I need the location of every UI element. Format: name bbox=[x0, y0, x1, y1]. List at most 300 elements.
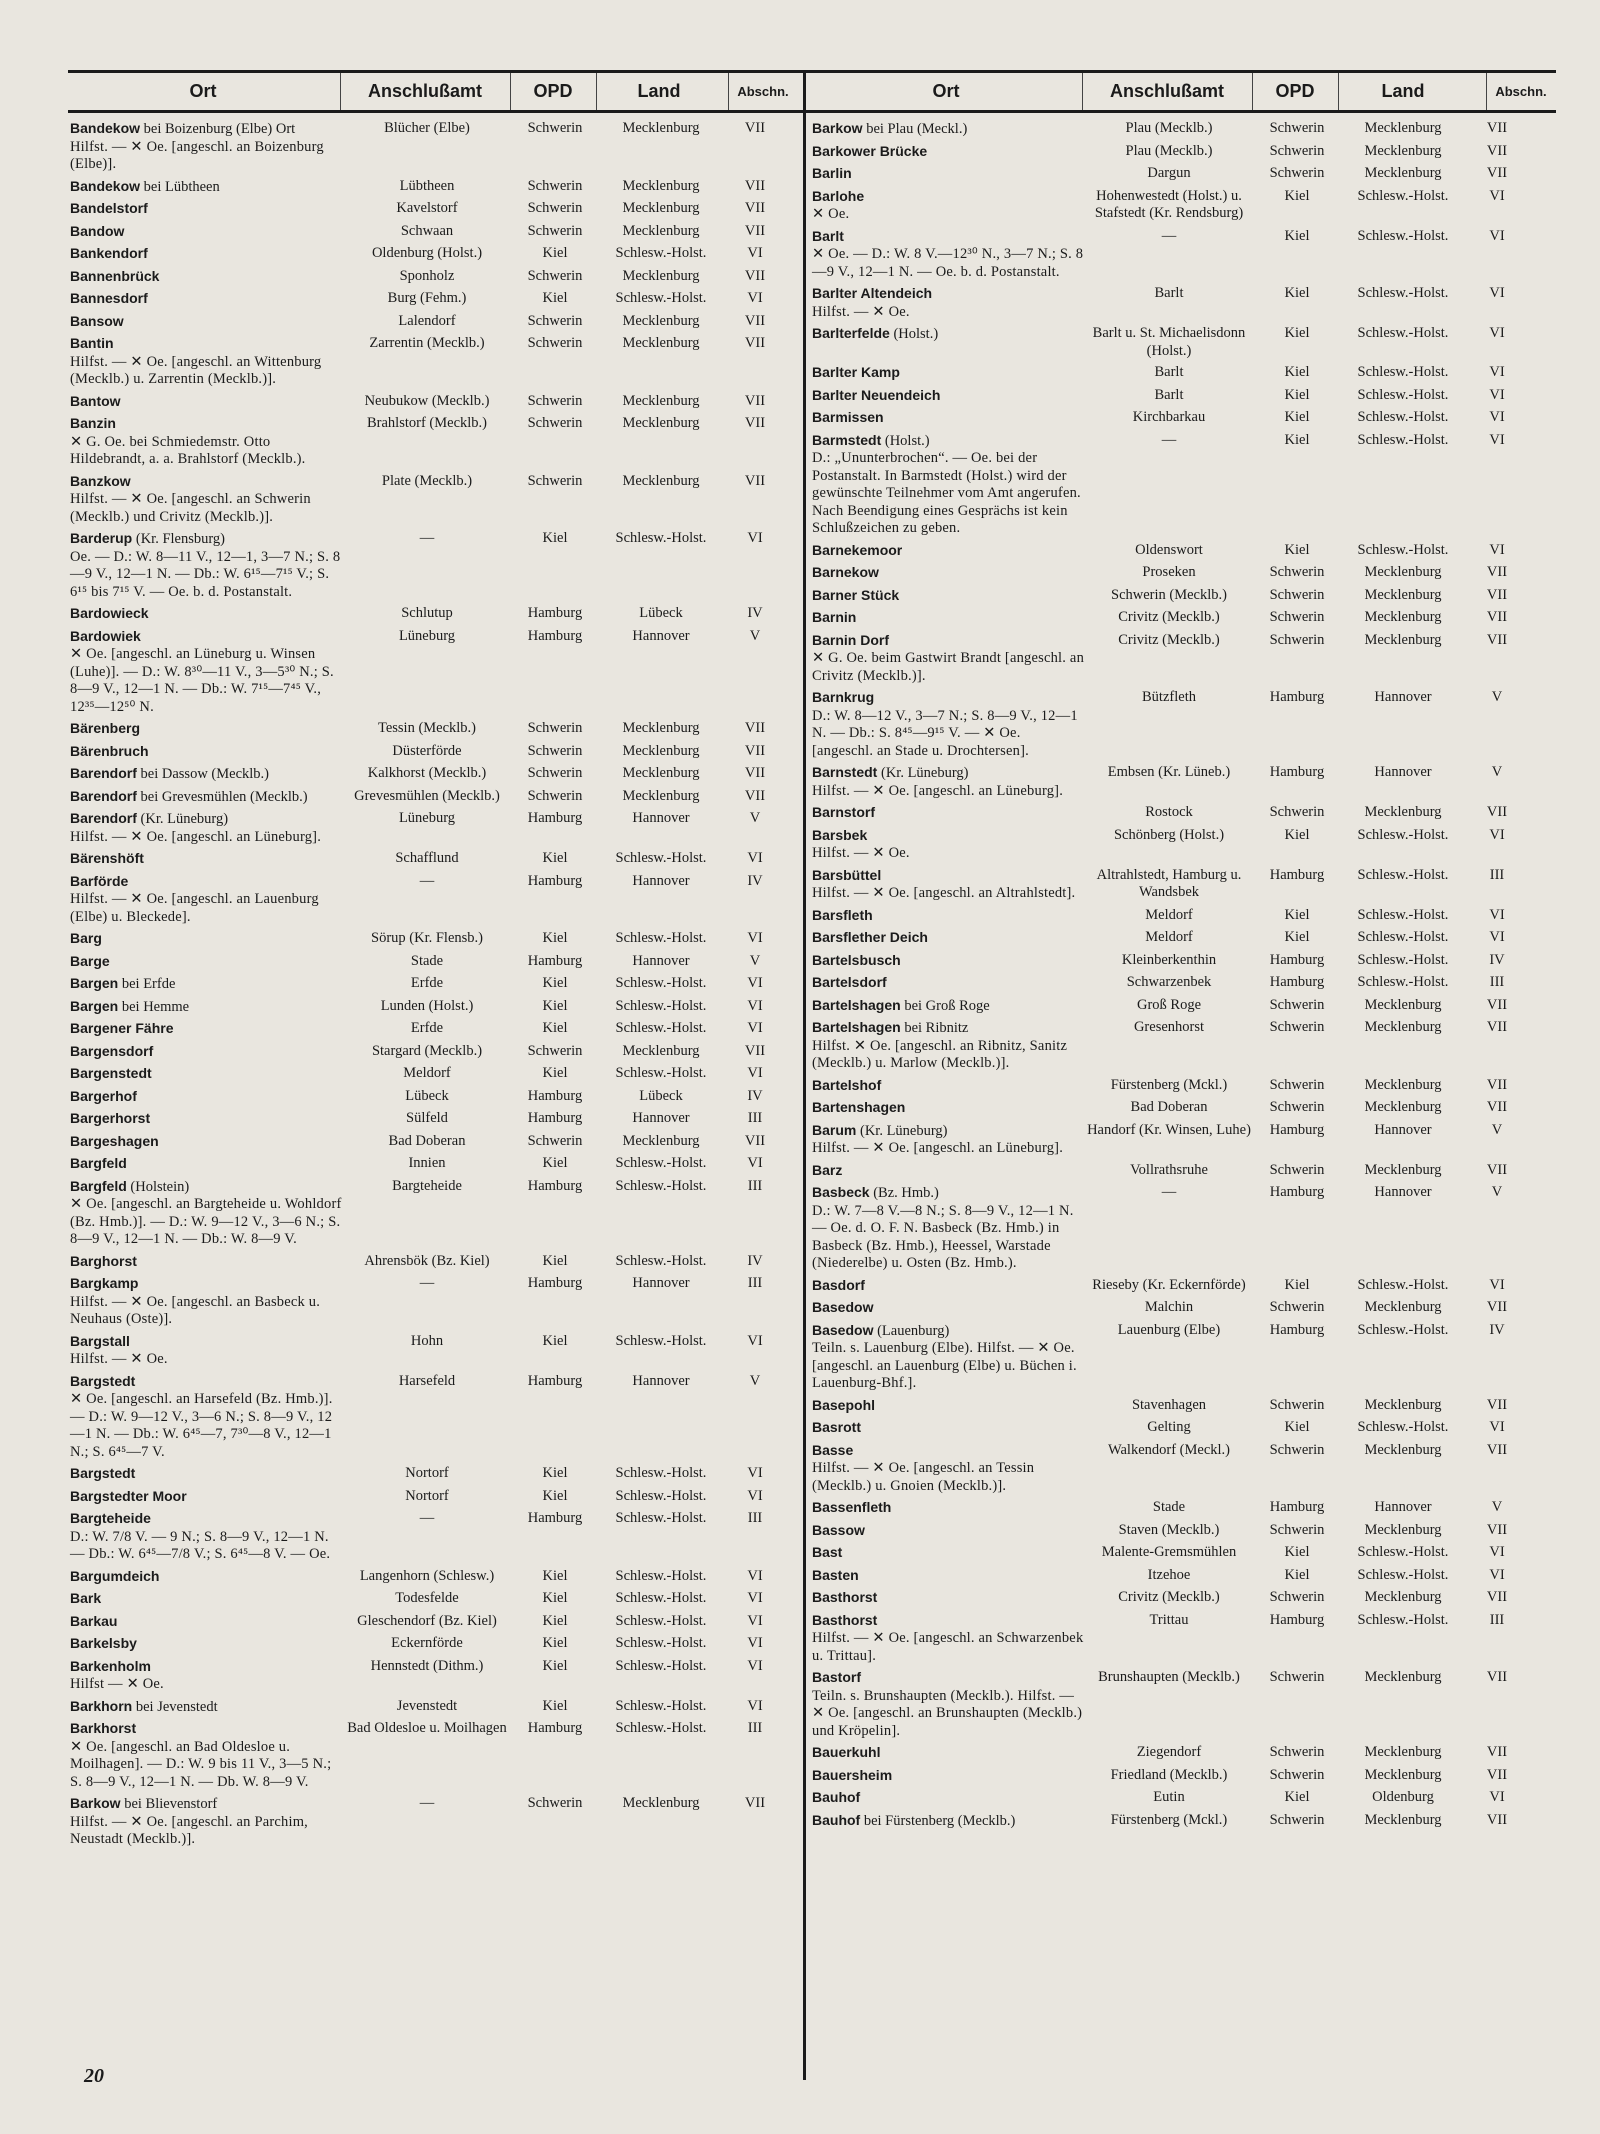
entry-land: Hannover bbox=[1374, 764, 1432, 780]
entry-anschlussamt: Lübeck bbox=[405, 1087, 449, 1104]
entry-opd: Hamburg bbox=[527, 810, 583, 826]
header-ort-right: Ort bbox=[932, 81, 960, 101]
entry-anschlussamt: Brahlstorf (Mecklb.) bbox=[367, 415, 487, 431]
place-name: Barkow bbox=[70, 1795, 121, 1811]
entry-land: Mecklenburg bbox=[622, 1042, 700, 1059]
entry-abschnitt: III bbox=[747, 1720, 763, 1736]
entry-ort bbox=[810, 907, 1084, 926]
entry-abschnitt: VII bbox=[744, 1795, 766, 1811]
entry-ort bbox=[810, 1612, 1084, 1666]
entry-ort bbox=[68, 743, 342, 762]
entry-abschnitt: VI bbox=[1489, 364, 1505, 380]
directory-entry bbox=[810, 285, 1540, 321]
entry-ort bbox=[68, 810, 342, 846]
place-name: Bargumdeich bbox=[70, 1567, 160, 1584]
entry-anschlussamt: Stavenhagen bbox=[1131, 1396, 1207, 1413]
entry-abschnitt: VI bbox=[1489, 1789, 1505, 1805]
entry-anschlussamt: Trittau bbox=[1149, 1611, 1189, 1628]
entry-ort bbox=[810, 929, 1084, 948]
entry-abschnitt: VI bbox=[747, 997, 763, 1014]
entry-anschlussamt: Friedland (Mecklb.) bbox=[1110, 1766, 1228, 1783]
place-name: Barsbüttel bbox=[812, 866, 882, 883]
entry-land: Mecklenburg bbox=[622, 392, 700, 409]
entry-ort bbox=[810, 1812, 1084, 1831]
place-name: Bartelshagen bbox=[812, 1019, 901, 1035]
entry-opd: Hamburg bbox=[1269, 1321, 1325, 1338]
place-extra: (Lauenburg) bbox=[877, 1322, 950, 1339]
entry-abschnitt: VI bbox=[747, 1590, 763, 1606]
page-number: 20 bbox=[84, 2065, 104, 2087]
entry-opd: Kiel bbox=[542, 245, 568, 261]
entry-opd: Kiel bbox=[542, 1657, 568, 1674]
entry-ort bbox=[68, 1253, 342, 1272]
entry-land: Mecklenburg bbox=[622, 787, 700, 804]
entry-abschnitt: VI bbox=[1489, 285, 1505, 301]
entry-anschlussamt: Tessin (Mecklb.) bbox=[377, 720, 477, 736]
entry-ort bbox=[810, 120, 1084, 139]
place-name: Bandelstorf bbox=[70, 200, 148, 216]
directory-entry bbox=[68, 1155, 798, 1174]
entry-land: Schlesw.-Holst. bbox=[615, 1657, 707, 1674]
entry-land: Hannover bbox=[632, 1372, 690, 1389]
header-anschlussamt-left: Anschlußamt bbox=[367, 81, 482, 101]
entry-land: Mecklenburg bbox=[1364, 165, 1442, 181]
place-detail: ✕ G. Oe. beim Gastwirt Brandt [angeschl. an Crivitz (Mecklb.)]. bbox=[812, 650, 1085, 684]
entry-ort bbox=[68, 1275, 342, 1329]
directory-entry bbox=[68, 1043, 798, 1062]
place-detail: Hilfst. — ✕ Oe. [angeschl. an Lüneburg]. bbox=[812, 782, 1064, 799]
place-name: Bartelshagen bbox=[812, 996, 901, 1013]
entry-abschnitt: VI bbox=[747, 1465, 763, 1481]
entry-anschlussamt: Oldenburg (Holst.) bbox=[371, 245, 483, 261]
entry-abschnitt: V bbox=[1491, 1121, 1503, 1138]
directory-entry bbox=[68, 720, 798, 739]
place-name: Barnkrug bbox=[812, 689, 875, 705]
place-name: Bassow bbox=[812, 1521, 865, 1538]
entry-abschnitt: VI bbox=[1489, 1419, 1505, 1435]
entry-opd: Schwerin bbox=[1269, 165, 1325, 181]
entry-opd: Hamburg bbox=[527, 605, 583, 621]
place-name: Banzin bbox=[70, 415, 116, 431]
entry-anschlussamt: Embsen (Kr. Lüneb.) bbox=[1107, 764, 1231, 780]
entry-land: Schlesw.-Holst. bbox=[615, 1590, 707, 1606]
entry-abschnitt: VII bbox=[744, 415, 766, 431]
entry-land: Hannover bbox=[632, 872, 690, 889]
entry-ort bbox=[810, 1442, 1084, 1496]
entry-land: Schlesw.-Holst. bbox=[615, 1510, 707, 1526]
place-name: Barlterfelde bbox=[812, 325, 890, 341]
place-name: Bartelshof bbox=[812, 1076, 882, 1093]
entry-ort bbox=[810, 564, 1084, 583]
entry-opd: Schwerin bbox=[527, 1132, 583, 1149]
entry-anschlussamt: Handorf (Kr. Winsen, Luhe) bbox=[1087, 1121, 1251, 1138]
entry-anschlussamt: Hohn bbox=[410, 1332, 444, 1349]
entry-ort bbox=[810, 587, 1084, 606]
directory-entry bbox=[68, 1795, 798, 1849]
place-name: Bargfeld bbox=[70, 1177, 127, 1194]
entry-abschnitt: VI bbox=[747, 1635, 763, 1651]
place-name: Bantin bbox=[70, 335, 114, 351]
entry-ort bbox=[68, 223, 342, 242]
entry-abschnitt: VII bbox=[1486, 996, 1508, 1013]
place-name: Barkau bbox=[70, 1612, 118, 1629]
place-name: Bartelsdorf bbox=[812, 974, 887, 990]
entry-opd: Hamburg bbox=[1269, 1499, 1325, 1515]
entry-anschlussamt: Crivitz (Mecklb.) bbox=[1118, 631, 1220, 648]
place-extra: bei Dassow (Mecklb.) bbox=[140, 766, 269, 782]
entry-ort bbox=[810, 1419, 1084, 1438]
entry-ort bbox=[810, 325, 1084, 360]
entry-anschlussamt: Nortorf bbox=[405, 1465, 449, 1481]
entry-land: Mecklenburg bbox=[1364, 1396, 1442, 1413]
entry-opd: Schwerin bbox=[527, 120, 583, 136]
entry-abschnitt: III bbox=[1489, 866, 1505, 883]
entry-opd: Kiel bbox=[542, 530, 568, 546]
entry-land: Schlesw.-Holst. bbox=[615, 997, 707, 1014]
entry-anschlussamt: Lüneburg bbox=[398, 627, 456, 644]
place-name: Basrott bbox=[812, 1419, 862, 1435]
directory-entry bbox=[68, 605, 798, 624]
entry-land: Hannover bbox=[1374, 1499, 1432, 1515]
entry-land: Schlesw.-Holst. bbox=[1357, 826, 1449, 843]
entry-opd: Kiel bbox=[542, 1635, 568, 1651]
entry-abschnitt: IV bbox=[747, 605, 763, 621]
entry-anschlussamt: Stade bbox=[410, 952, 444, 969]
entry-opd: Hamburg bbox=[1269, 764, 1325, 780]
entry-abschnitt: VII bbox=[744, 472, 766, 489]
place-detail: Hilfst. — ✕ Oe. [angeschl. an Altrahlstedt]. bbox=[812, 885, 1076, 901]
entry-abschnitt: VII bbox=[744, 1042, 766, 1059]
entry-land: Schlesw.-Holst. bbox=[615, 975, 707, 991]
entry-abschnitt: VII bbox=[1486, 1521, 1508, 1538]
entry-ort bbox=[68, 1488, 342, 1507]
entry-ort bbox=[68, 850, 342, 869]
directory-entry bbox=[68, 810, 798, 846]
directory-entry bbox=[68, 1373, 798, 1462]
place-name: Barge bbox=[70, 952, 110, 969]
entry-opd: Schwerin bbox=[1269, 1766, 1325, 1783]
entry-anschlussamt: Gleschendorf (Bz. Kiel) bbox=[357, 1612, 497, 1629]
entry-abschnitt: VI bbox=[1489, 906, 1505, 923]
entry-abschnitt: IV bbox=[747, 872, 763, 889]
entry-land: Mecklenburg bbox=[622, 1132, 700, 1149]
directory-entry bbox=[68, 788, 798, 807]
entry-anschlussamt: — bbox=[419, 872, 435, 889]
place-name: Bandow bbox=[70, 222, 125, 239]
entry-anschlussamt: Gelting bbox=[1147, 1419, 1191, 1435]
entry-anschlussamt: Kalkhorst (Mecklb.) bbox=[367, 765, 487, 781]
entry-anschlussamt: Dargun bbox=[1147, 165, 1191, 181]
entry-land: Mecklenburg bbox=[1364, 609, 1442, 625]
directory-entry bbox=[810, 1567, 1540, 1586]
entry-anschlussamt: Hohenwestedt (Holst.) u. Stafstedt (Kr. Rendsburg) bbox=[1094, 187, 1244, 221]
place-extra: bei Plau (Meckl.) bbox=[866, 121, 968, 137]
entry-anschlussamt: Eckernförde bbox=[391, 1635, 463, 1651]
directory-entry bbox=[68, 1178, 798, 1249]
entry-land: Mecklenburg bbox=[1364, 804, 1442, 820]
place-name: Bastorf bbox=[812, 1669, 862, 1685]
entry-abschnitt: VII bbox=[1486, 1396, 1508, 1413]
header-land-right: Land bbox=[1381, 81, 1425, 101]
entry-anschlussamt: — bbox=[419, 1510, 435, 1526]
place-name: Bast bbox=[812, 1544, 843, 1560]
entry-anschlussamt: Altrahlstedt, Hamburg u. Wandsbek bbox=[1096, 866, 1242, 900]
place-name: Bantow bbox=[70, 392, 121, 409]
entry-opd: Kiel bbox=[1284, 826, 1310, 843]
entry-anschlussamt: Groß Roge bbox=[1136, 996, 1202, 1013]
entry-anschlussamt: Schwaan bbox=[400, 222, 454, 239]
entry-land: Schlesw.-Holst. bbox=[615, 1635, 707, 1651]
entry-land: Lübeck bbox=[639, 1087, 683, 1104]
entry-opd: Hamburg bbox=[1269, 1121, 1325, 1138]
entry-ort bbox=[68, 1635, 342, 1654]
entry-ort bbox=[810, 1744, 1084, 1763]
place-detail: ✕ Oe. [angeschl. an Bargteheide u. Wohldorf (Bz. Hmb.)]. — D.: W. 9—12 V., 3—6 N.; S. 8—9 V., 12—1 N. — Db.: W. 8—9 V. bbox=[70, 1196, 342, 1247]
directory-entry bbox=[810, 1789, 1540, 1808]
entry-anschlussamt: Walkendorf (Meckl.) bbox=[1107, 1441, 1231, 1458]
entry-land: Schlesw.-Holst. bbox=[1357, 1321, 1449, 1338]
entry-ort bbox=[68, 1133, 342, 1152]
entry-opd: Kiel bbox=[542, 850, 568, 866]
place-detail: D.: „Ununterbrochen“. — Oe. bei der Postanstalt. In Barmstedt (Holst.) wird der gewünschte Teilnehmer vom Amt angerufen. Nach Beendigung eines Gesprächs ist kein Schlußzeichen zu geben. bbox=[812, 450, 1081, 536]
place-detail: ✕ G. Oe. bei Schmiedemstr. Otto Hildebrandt, a. a. Brahlstorf (Mecklb.). bbox=[70, 433, 306, 467]
entry-ort bbox=[810, 542, 1084, 561]
entry-land: Mecklenburg bbox=[1364, 1299, 1442, 1315]
place-name: Barnstedt bbox=[812, 764, 878, 780]
entry-land: Schlesw.-Holst. bbox=[615, 1020, 707, 1036]
entry-land: Mecklenburg bbox=[622, 1795, 700, 1811]
entry-opd: Hamburg bbox=[1269, 1184, 1325, 1200]
entry-abschnitt: VI bbox=[1489, 187, 1505, 204]
entry-ort bbox=[68, 720, 342, 739]
entry-opd: Hamburg bbox=[1269, 1611, 1325, 1628]
place-name: Bargstall bbox=[70, 1332, 130, 1349]
entry-land: Mecklenburg bbox=[1364, 142, 1442, 159]
entry-abschnitt: VII bbox=[1486, 1099, 1508, 1115]
place-name: Basthorst bbox=[812, 1611, 878, 1628]
entry-abschnitt: IV bbox=[1489, 1321, 1505, 1338]
entry-land: Schlesw.-Holst. bbox=[615, 1465, 707, 1481]
entry-opd: Kiel bbox=[1284, 409, 1310, 425]
entry-ort bbox=[68, 313, 342, 332]
directory-entry bbox=[810, 1442, 1540, 1496]
entry-opd: Schwerin bbox=[527, 177, 583, 194]
entry-abschnitt: VII bbox=[744, 200, 766, 216]
entry-land: Schlesw.-Holst. bbox=[1357, 187, 1449, 204]
entry-land: Schlesw.-Holst. bbox=[1357, 364, 1449, 380]
directory-entry bbox=[68, 1465, 798, 1484]
entry-opd: Kiel bbox=[1284, 1419, 1310, 1435]
place-name: Barlter Altendeich bbox=[812, 285, 933, 301]
entry-opd: Schwerin bbox=[1269, 1396, 1325, 1413]
entry-anschlussamt: Schafflund bbox=[395, 850, 459, 866]
entry-land: Hannover bbox=[1374, 1184, 1432, 1200]
entry-ort bbox=[810, 1522, 1084, 1541]
entry-abschnitt: VI bbox=[747, 1332, 763, 1349]
directory-entry bbox=[810, 364, 1540, 383]
entry-ort bbox=[68, 1510, 342, 1564]
entry-anschlussamt: — bbox=[419, 1275, 435, 1291]
entry-anschlussamt: Fürstenberg (Mckl.) bbox=[1110, 1076, 1228, 1093]
entry-anschlussamt: Brunshaupten (Mecklb.) bbox=[1098, 1669, 1240, 1685]
entry-opd: Schwerin bbox=[1269, 609, 1325, 625]
entry-land: Mecklenburg bbox=[1364, 1589, 1442, 1605]
header-abschn-left: Abschn. bbox=[737, 84, 789, 99]
entry-opd: Schwerin bbox=[1269, 1669, 1325, 1685]
entry-anschlussamt: Meldorf bbox=[403, 1065, 451, 1081]
header-rule bbox=[68, 110, 1556, 113]
entry-land: Mecklenburg bbox=[622, 335, 700, 351]
entry-anschlussamt: Malente-Gremsmühlen bbox=[1101, 1544, 1237, 1560]
place-detail: Hilfst. — ✕ Oe. bbox=[70, 1351, 168, 1367]
entry-anschlussamt: Kavelstorf bbox=[396, 200, 458, 216]
entry-opd: Hamburg bbox=[527, 1275, 583, 1291]
entry-land: Mecklenburg bbox=[1364, 564, 1442, 580]
entry-abschnitt: VI bbox=[747, 1487, 763, 1504]
place-name: Bargstedt bbox=[70, 1372, 136, 1389]
entry-ort bbox=[810, 1669, 1084, 1740]
directory-entry bbox=[68, 1133, 798, 1152]
entry-abschnitt: VI bbox=[747, 1020, 763, 1036]
directory-entry bbox=[810, 1669, 1540, 1740]
header-anschlussamt-right: Anschlußamt bbox=[1109, 81, 1224, 101]
entry-anschlussamt: Todesfelde bbox=[395, 1590, 459, 1606]
entry-ort bbox=[68, 1020, 342, 1039]
place-detail: Hilfst. — ✕ Oe. [angeschl. an Lauenburg (Elbe) u. Bleckede]. bbox=[70, 891, 319, 925]
entry-anschlussamt: Bad Oldesloe u. Moilhagen bbox=[347, 1720, 507, 1736]
left-column bbox=[68, 120, 798, 2080]
place-extra: (Kr. Lüneburg) bbox=[859, 1122, 948, 1139]
entry-ort bbox=[68, 1795, 342, 1849]
place-name: Bargener Fähre bbox=[70, 1020, 174, 1036]
place-name: Bargfeld bbox=[70, 1155, 127, 1171]
entry-abschnitt: VI bbox=[1489, 541, 1505, 558]
entry-ort bbox=[810, 165, 1084, 184]
place-name: Basbeck bbox=[812, 1184, 870, 1200]
place-name: Barmstedt bbox=[812, 431, 882, 448]
entry-ort bbox=[68, 1043, 342, 1062]
entry-opd: Schwerin bbox=[527, 720, 583, 736]
place-name: Barlter Neuendeich bbox=[812, 386, 941, 403]
place-name: Barmissen bbox=[812, 409, 884, 425]
entry-abschnitt: VI bbox=[747, 975, 763, 991]
entry-land: Mecklenburg bbox=[622, 720, 700, 736]
place-name: Bauhof bbox=[812, 1789, 861, 1805]
entry-opd: Schwerin bbox=[1269, 1441, 1325, 1458]
place-detail: Hilfst. — ✕ Oe. bbox=[812, 845, 910, 861]
directory-entry bbox=[810, 1589, 1540, 1608]
entry-abschnitt: V bbox=[1491, 1184, 1503, 1200]
entry-opd: Hamburg bbox=[527, 1087, 583, 1104]
entry-abschnitt: III bbox=[1489, 974, 1505, 990]
entry-ort bbox=[68, 1698, 342, 1717]
entry-land: Schlesw.-Holst. bbox=[615, 1332, 707, 1349]
entry-abschnitt: III bbox=[747, 1510, 763, 1526]
entry-land: Mecklenburg bbox=[1364, 1161, 1442, 1178]
entry-land: Hannover bbox=[1374, 1121, 1432, 1138]
entry-abschnitt: VI bbox=[1489, 1566, 1505, 1583]
entry-anschlussamt: Barlt bbox=[1154, 386, 1184, 403]
header-opd-left: OPD bbox=[533, 81, 573, 101]
entry-land: Mecklenburg bbox=[1364, 1766, 1442, 1783]
entry-anschlussamt: Bad Doberan bbox=[1130, 1099, 1208, 1115]
directory-entry bbox=[810, 827, 1540, 863]
entry-abschnitt: VII bbox=[1486, 1766, 1508, 1783]
entry-land: Schlesw.-Holst. bbox=[1357, 974, 1449, 990]
entry-abschnitt: IV bbox=[1489, 951, 1505, 968]
place-extra: bei Blievenstorf bbox=[124, 1796, 218, 1812]
entry-anschlussamt: Rieseby (Kr. Eckernförde) bbox=[1092, 1276, 1246, 1293]
place-name: Bardowiek bbox=[70, 627, 141, 644]
place-name: Banzkow bbox=[70, 472, 131, 489]
place-name: Bärenshöft bbox=[70, 850, 144, 866]
directory-entry bbox=[810, 1522, 1540, 1541]
entry-opd: Hamburg bbox=[527, 1372, 583, 1389]
entry-land: Schlesw.-Holst. bbox=[615, 290, 707, 306]
entry-land: Mecklenburg bbox=[1364, 1099, 1442, 1115]
entry-land: Mecklenburg bbox=[622, 472, 700, 489]
place-name: Basepohl bbox=[812, 1396, 876, 1413]
place-name: Bartelsbusch bbox=[812, 951, 901, 968]
directory-entry bbox=[810, 1397, 1540, 1416]
entry-land: Mecklenburg bbox=[1364, 120, 1442, 136]
entry-abschnitt: VII bbox=[1486, 1744, 1508, 1760]
place-name: Bark bbox=[70, 1590, 102, 1606]
directory-entry bbox=[68, 1065, 798, 1084]
entry-anschlussamt: Bützfleth bbox=[1142, 689, 1196, 705]
entry-abschnitt: VII bbox=[1486, 120, 1508, 136]
place-extra: bei Hemme bbox=[121, 998, 190, 1015]
place-name: Bannesdorf bbox=[70, 290, 148, 306]
entry-anschlussamt: Langenhorn (Schlesw.) bbox=[359, 1567, 495, 1584]
entry-anschlussamt: Plau (Mecklb.) bbox=[1125, 142, 1213, 159]
place-name: Barum bbox=[812, 1121, 857, 1138]
entry-abschnitt: VII bbox=[1486, 1299, 1508, 1315]
place-name: Barsfleth bbox=[812, 906, 873, 923]
entry-land: Schlesw.-Holst. bbox=[615, 930, 707, 946]
directory-entry bbox=[810, 867, 1540, 903]
entry-abschnitt: VII bbox=[1486, 564, 1508, 580]
entry-ort bbox=[68, 393, 342, 412]
directory-entry bbox=[810, 1419, 1540, 1438]
entry-ort bbox=[68, 120, 342, 174]
entry-land: Mecklenburg bbox=[622, 742, 700, 759]
directory-entry bbox=[68, 1658, 798, 1694]
entry-land: Schlesw.-Holst. bbox=[615, 1487, 707, 1504]
place-name: Bargen bbox=[70, 997, 119, 1014]
entry-abschnitt: VII bbox=[744, 335, 766, 351]
place-detail: Hilfst. — ✕ Oe. [angeschl. an Tessin (Mecklb.) u. Gnoien (Mecklb.)]. bbox=[812, 1460, 1035, 1494]
place-name: Bauhof bbox=[812, 1811, 861, 1828]
entry-ort bbox=[810, 1767, 1084, 1786]
entry-ort bbox=[810, 609, 1084, 628]
entry-abschnitt: VII bbox=[1486, 804, 1508, 820]
entry-ort bbox=[810, 364, 1084, 383]
entry-anschlussamt: Bargteheide bbox=[392, 1177, 462, 1194]
directory-entry bbox=[68, 1590, 798, 1609]
entry-anschlussamt: Hennstedt (Dithm.) bbox=[370, 1657, 484, 1674]
entry-opd: Hamburg bbox=[527, 1110, 583, 1126]
entry-opd: Schwerin bbox=[1269, 1744, 1325, 1760]
place-detail: Hilfst. — ✕ Oe. [angeschl. an Parchim, Neustadt (Mecklb.)]. bbox=[70, 1813, 308, 1847]
entry-land: Schlesw.-Holst. bbox=[1357, 929, 1449, 945]
entry-opd: Schwerin bbox=[1269, 1019, 1325, 1035]
place-name: Bargerhof bbox=[70, 1087, 137, 1104]
directory-entry bbox=[68, 393, 798, 412]
entry-anschlussamt: Nortorf bbox=[405, 1487, 449, 1504]
entry-opd: Schwerin bbox=[527, 392, 583, 409]
entry-opd: Kiel bbox=[542, 975, 568, 991]
